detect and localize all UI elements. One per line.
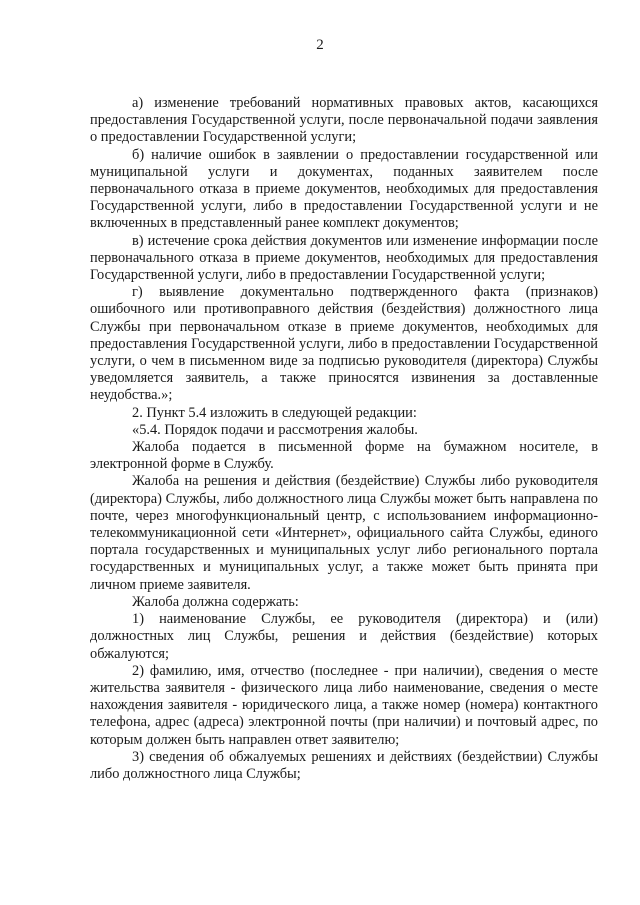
paragraph-complaint-form: Жалоба подается в письменной форме на бумажном носителе, в электронной форме в Службу.: [90, 439, 598, 473]
paragraph-contents-item-2: 2) фамилию, имя, отчество (последнее - при наличии), сведения о месте жительства заявителя - физического лица либо наименование, сведения о месте нахождения заявителя - юридического лица, а также номер (номера) контактного телефона, адрес (адреса) электронной почты (при наличии) и почтовый адрес, по которым должен быть направлен ответ заявителю;: [90, 662, 598, 748]
page-number: 2: [316, 37, 324, 53]
paragraph-complaint-channels: Жалоба на решения и действия (бездействие) Службы либо руководителя (директора) Службы, либо должностного лица Службы может быть направлена по почте, через многофункциональный центр, с использованием информационно-телекоммуникационной сети «Интернет», официального сайта Службы, единого портала государственных и муниципальных услуг либо регионального портала государственных и муниципальных услуг, а также может быть принята при личном приеме заявителя.: [90, 473, 598, 593]
paragraph-b: б) наличие ошибок в заявлении о предоставлении государственной или муниципальной услуги и документах, поданных заявителем после первоначального отказа в приеме документов, необходимых для предоставления Государственной услуги, либо в предоставлении Государственной услуги и не включенных в представленный ранее комплект документов;: [90, 146, 598, 232]
paragraph-contents-item-3: 3) сведения об обжалуемых решениях и действиях (бездействии) Службы либо должностного лица Службы;: [90, 748, 598, 782]
paragraph-g: г) выявление документально подтвержденного факта (признаков) ошибочного или противоправного действия (бездействия) должностного лица Службы при первоначальном отказе в приеме документов, необходимых для предоставления Государственной услуги, либо в предоставлении Государственной услуги, о чем в письменном виде за подписью руководителя (директора) Службы уведомляется заявитель, а также приносятся извинения за доставленные неудобства.»;: [90, 284, 598, 404]
paragraph-complaint-contents-intro: Жалоба должна содержать:: [132, 593, 299, 610]
paragraph-v: в) истечение срока действия документов или изменение информации после первоначального отказа в приеме документов, необходимых для предоставления Государственной услуги, либо в предоставлении Государственной услуги;: [90, 232, 598, 284]
paragraph-item-2: 2. Пункт 5.4 изложить в следующей редакции:: [132, 404, 417, 421]
paragraph-a: а) изменение требований нормативных правовых актов, касающихся предоставления Государственной услуги, после первоначальной подачи заявления о предоставлении Государственной услуги;: [90, 95, 598, 146]
paragraph-section-5-4-heading: «5.4. Порядок подачи и рассмотрения жалобы.: [132, 421, 418, 438]
document-body: [90, 95, 598, 783]
paragraph-contents-item-1: 1) наименование Службы, ее руководителя (директора) и (или) должностных лиц Службы, решения и действия (бездействие) которых обжалуются;: [90, 611, 598, 662]
